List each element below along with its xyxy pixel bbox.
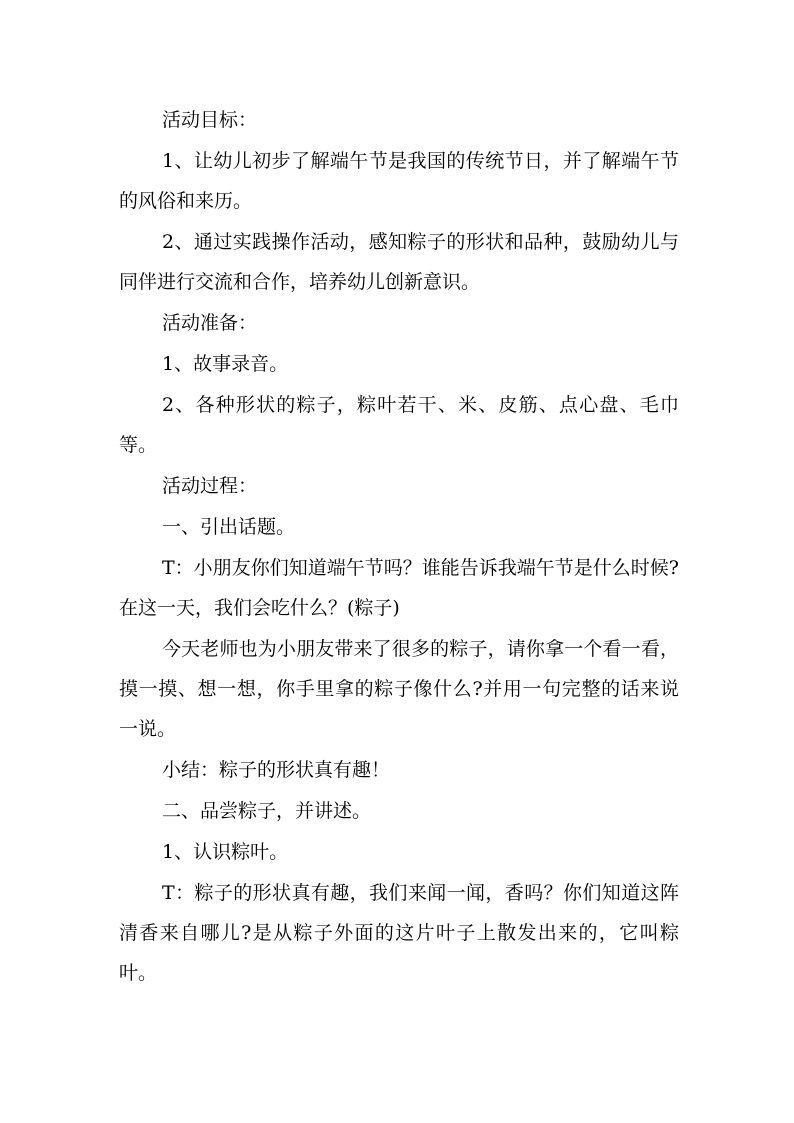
process-step-1-title: 一、引出话题。 <box>162 516 296 538</box>
heading-activity-process: 活动过程： <box>162 475 258 497</box>
heading-activity-goals: 活动目标： <box>162 109 258 131</box>
preparation-item-2: 2、各种形状的粽子，粽叶若干、米、皮筋、点心盘、毛巾等。 <box>119 394 679 456</box>
teacher-explanation-paragraph: T：粽子的形状真有趣，我们来闻一闻，香吗？你们知道这阵清香来自哪儿?是从粽子外面的这片叶子上散发出来的，它叫粽叶。 <box>119 882 679 984</box>
heading-activity-preparation: 活动准备： <box>162 312 258 334</box>
teacher-instruction-paragraph: 今天老师也为小朋友带来了很多的粽子，请你拿一个看一看，摸一摸、想一想，你手里拿的粽子像什么?并用一句完整的话来说一说。 <box>119 638 679 740</box>
substep-1-title: 1、认识粽叶。 <box>162 841 289 863</box>
teacher-question-paragraph: T：小朋友你们知道端午节吗？谁能告诉我端午节是什么时候?在这一天，我们会吃什么？(粽子) <box>119 557 679 619</box>
goal-item-2: 2、通过实践操作活动，感知粽子的形状和品种，鼓励幼儿与同伴进行交流和合作，培养幼儿创新意识。 <box>119 231 679 293</box>
preparation-item-1: 1、故事录音。 <box>162 353 289 375</box>
process-step-2-title: 二、品尝粽子，并讲述。 <box>162 800 372 822</box>
goal-item-1: 1、让幼儿初步了解端午节是我国的传统节日，并了解端午节的风俗和来历。 <box>119 150 679 212</box>
document-body <box>119 100 679 994</box>
summary-paragraph: 小结：粽子的形状真有趣！ <box>162 759 391 781</box>
